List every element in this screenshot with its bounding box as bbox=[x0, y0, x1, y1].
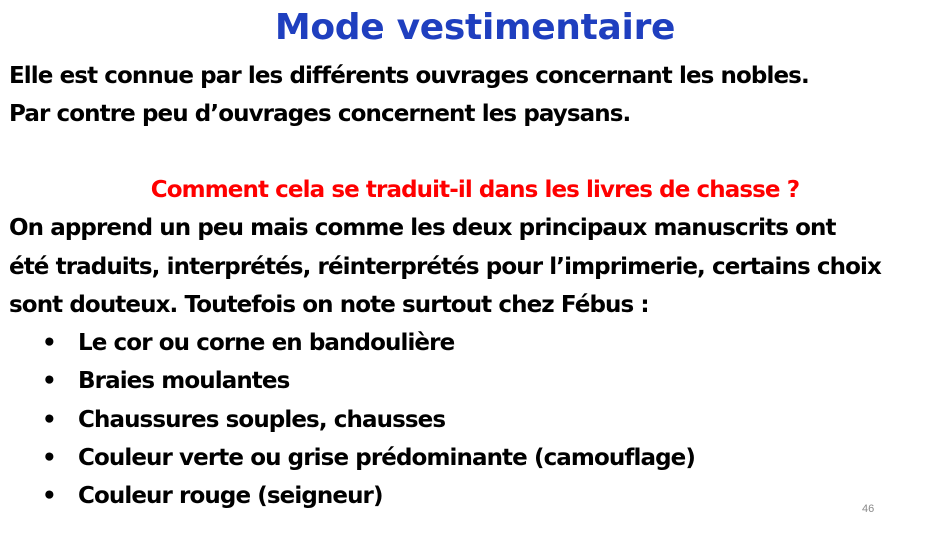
bullet-item bbox=[42, 329, 454, 357]
bullet-icon: • bbox=[42, 407, 56, 433]
bullet-text: Couleur rouge (seigneur) bbox=[78, 483, 383, 509]
bullet-item bbox=[42, 406, 445, 434]
bullet-text: Le cor ou corne en bandoulière bbox=[78, 330, 455, 356]
paragraph2-line-3: sont douteux. Toutefois on note surtout chez Fébus : bbox=[9, 292, 649, 318]
bullet-item bbox=[42, 482, 383, 510]
bullet-item bbox=[42, 444, 695, 472]
bullet-icon: • bbox=[42, 330, 56, 356]
bullet-icon: • bbox=[42, 368, 56, 394]
paragraph2-line-1: On apprend un peu mais comme les deux principaux manuscrits ont bbox=[9, 215, 836, 241]
bullet-icon: • bbox=[42, 445, 56, 471]
slide-number: 46 bbox=[862, 503, 875, 515]
bullet-text: Braies moulantes bbox=[78, 368, 290, 394]
slide-title: Mode vestimentaire bbox=[274, 7, 676, 48]
bullet-text: Chaussures souples, chausses bbox=[78, 407, 446, 433]
paragraph2-line-2: été traduits, interprétés, réinterprétés pour l’imprimerie, certains choix bbox=[9, 254, 881, 280]
bullet-text: Couleur verte ou grise prédominante (camouflage) bbox=[78, 445, 695, 471]
bullet-item bbox=[42, 367, 289, 395]
question-heading: Comment cela se traduit-il dans les livres de chasse ? bbox=[150, 177, 800, 203]
paragraph1-line-1: Elle est connue par les différents ouvrages concernant les nobles. bbox=[9, 63, 809, 89]
paragraph1-line-2: Par contre peu d’ouvrages concernent les paysans. bbox=[9, 101, 631, 127]
bullet-icon: • bbox=[42, 483, 56, 509]
